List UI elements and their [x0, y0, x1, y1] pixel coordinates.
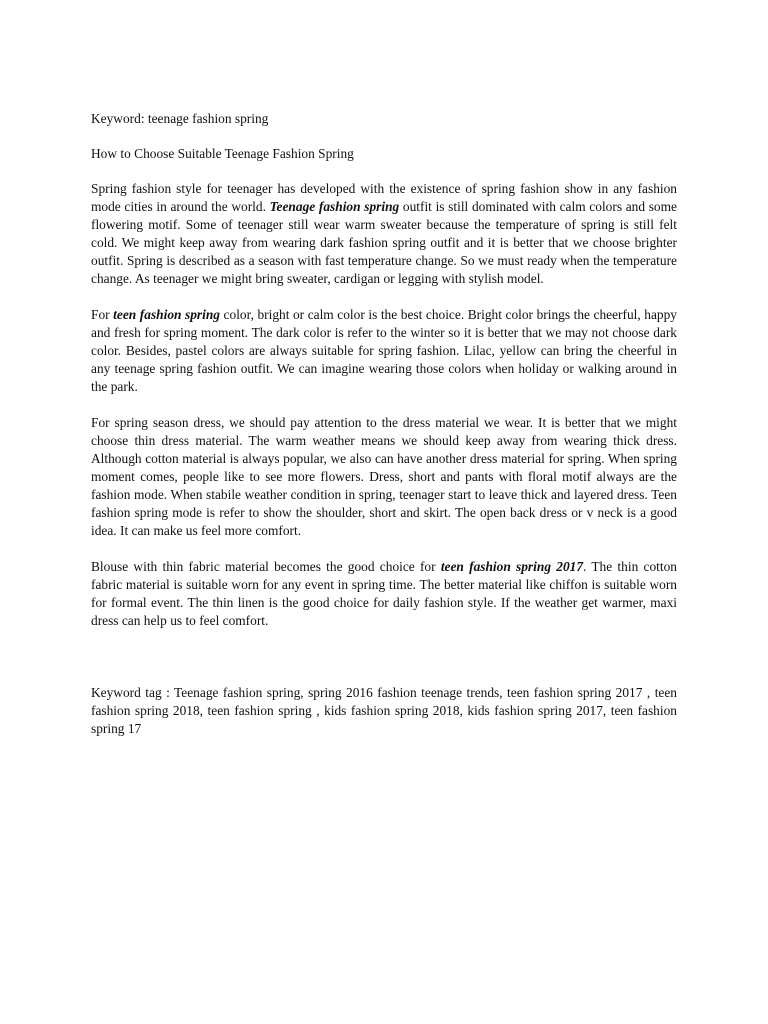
paragraph-1-text-before: Spring fashion style for teenager has developed with the existence of spring fashion show in any fashion mode cities in around the world. — [91, 181, 677, 214]
article-title: How to Choose Suitable Teenage Fashion Spring — [91, 146, 354, 161]
paragraph-1 — [91, 180, 677, 288]
paragraph-1-keyword: Teenage fashion spring — [269, 199, 400, 214]
document-page — [91, 110, 677, 756]
paragraph-2-text-after: color, bright or calm color is the best choice. Bright color brings the cheerful, happy and fresh for spring moment. The dark color is refer to the winter so it is better that we may not choose dark color. Besides, pastel colors are always suitable for spring fashion. Lilac, yellow can bring the cheerful in any teenage spring fashion outfit. We can imagine wearing those colors when holiday or walking around in the park. — [91, 307, 678, 394]
keyword-tag-paragraph: Keyword tag : Teenage fashion spring, spring 2016 fashion teenage trends, teen fashion spring 2017 , teen fashion spring 2018, teen fashion spring , kids fashion spring 2018, kids fashion spring 2017, teen fashion spring 17 — [91, 685, 677, 736]
paragraph-2-text-before: For — [91, 307, 114, 322]
paragraph-4-text-before: Blouse with thin fabric material becomes the good choice for — [91, 559, 441, 574]
paragraph-2-keyword: teen fashion spring — [113, 307, 220, 322]
keyword-line: Keyword: teenage fashion spring — [91, 111, 269, 126]
paragraph-1-text-after: outfit is still dominated with calm colors and some flowering motif. Some of teenager still wear warm sweater because the temperature of spring is still felt cold. We might keep away from wearing dark fashion spring outfit and it is better that we choose brighter outfit. Spring is described as a season with fast temperature change. So we must ready when the temperature change. As teenager we might bring sweater, cardigan or legging with stylish model. — [91, 199, 677, 286]
paragraph-2 — [91, 306, 677, 396]
paragraph-4 — [91, 558, 677, 630]
paragraph-4-text-after: . The thin cotton fabric material is suitable worn for any event in spring time. The better material like chiffon is suitable worn for formal event. The thin linen is the good choice for daily fashion style. If the weather get warmer, maxi dress can help us to feel comfort. — [91, 559, 677, 628]
paragraph-3: For spring season dress, we should pay attention to the dress material we wear. It is better that we might choose thin dress material. The warm weather means we should keep away from wearing thick dress. Although cotton material is always popular, we also can have another dress material for spring. When spring moment comes, people like to see more flowers. Dress, short and pants with floral motif always are the fashion mode. When stabile weather condition in spring, teenager start to leave thick and layered dress. Teen fashion spring mode is refer to show the shoulder, short and skirt. The open back dress or v neck is a good idea. It can make us feel more comfort. — [91, 415, 677, 538]
paragraph-4-keyword: teen fashion spring 2017 — [440, 559, 584, 574]
